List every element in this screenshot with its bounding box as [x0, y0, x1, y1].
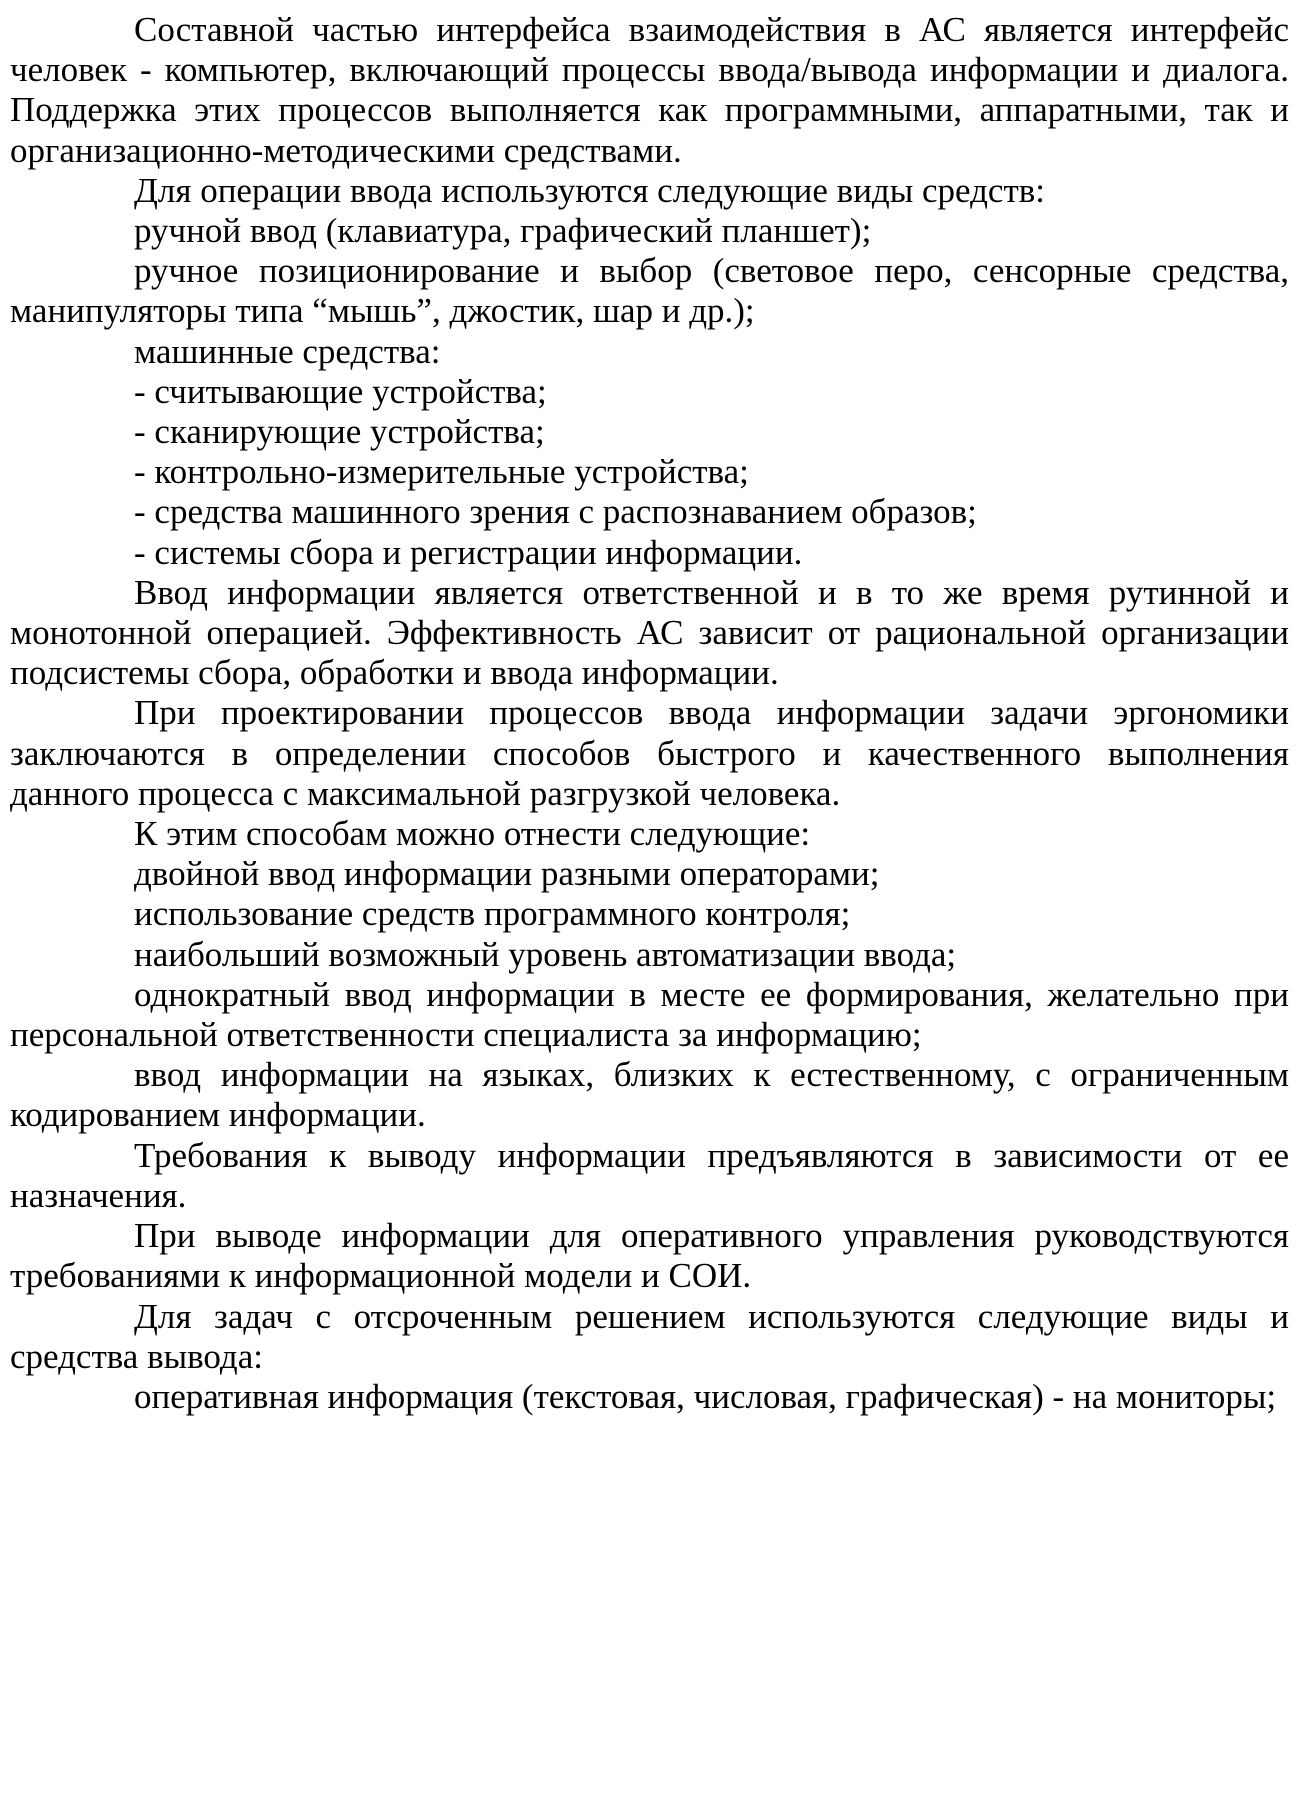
- list-item: оперативная информация (текстовая, числовая, графическая) - на мониторы;: [134, 1376, 1277, 1416]
- paragraph: При проектировании процессов ввода информации задачи эргономики заключаются в определении способов быстрого и качественного выполнения данного процесса с максимальной разгрузкой человека.: [10, 693, 1289, 813]
- list-item: однократный ввод информации в месте ее формирования, желательно при персональной ответственности специалиста за информацию;: [10, 974, 1289, 1055]
- list-item: машинные средства:: [134, 331, 441, 371]
- paragraph: Ввод информации является ответственной и в то же время рутинной и монотонной операцией. Эффективность АС зависит от рациональной организации подсистемы сбора, обработки и ввода информации.: [10, 572, 1289, 693]
- paragraph: Для операции ввода используются следующие виды средств:: [134, 170, 1045, 210]
- list-item: - средства машинного зрения с распознаванием образов;: [134, 492, 977, 532]
- list-item: - считывающие устройства;: [134, 371, 547, 411]
- paragraph: При выводе информации для оперативного управления руководствуются требованиями к информационной модели и СОИ.: [10, 1216, 1289, 1296]
- list-item: - системы сбора и регистрации информации.: [134, 532, 803, 572]
- list-item: ручное позиционирование и выбор (световое перо, сенсорные средства, манипуляторы типа “мышь”, джостик, шар и др.);: [10, 251, 1289, 331]
- paragraph: Для задач с отсроченным решением используются следующие виды и средства вывода:: [10, 1296, 1289, 1376]
- paragraph: Составной частью интерфейса взаимодействия в АС является интерфейс человек - компьютер, включающий процессы ввода/вывода информации и диалога. Поддержка этих процессов выполняется как программными, аппаратными, так и организационно-методическими средствами.: [10, 10, 1289, 170]
- list-item: - контрольно-измерительные устройства;: [134, 452, 749, 492]
- list-item: - сканирующие устройства;: [134, 412, 545, 452]
- list-item: наибольший возможный уровень автоматизации ввода;: [134, 934, 957, 974]
- list-item: двойной ввод информации разными операторами;: [134, 854, 880, 894]
- paragraph: К этим способам можно отнести следующие:: [134, 814, 811, 854]
- list-item: использование средств программного контроля;: [134, 894, 851, 934]
- list-item: ввод информации на языках, близких к естественному, с ограниченным кодированием информации.: [10, 1055, 1289, 1135]
- list-item: ручной ввод (клавиатура, графический планшет);: [134, 211, 872, 251]
- paragraph: Требования к выводу информации предъявляются в зависимости от ее назначения.: [10, 1135, 1289, 1215]
